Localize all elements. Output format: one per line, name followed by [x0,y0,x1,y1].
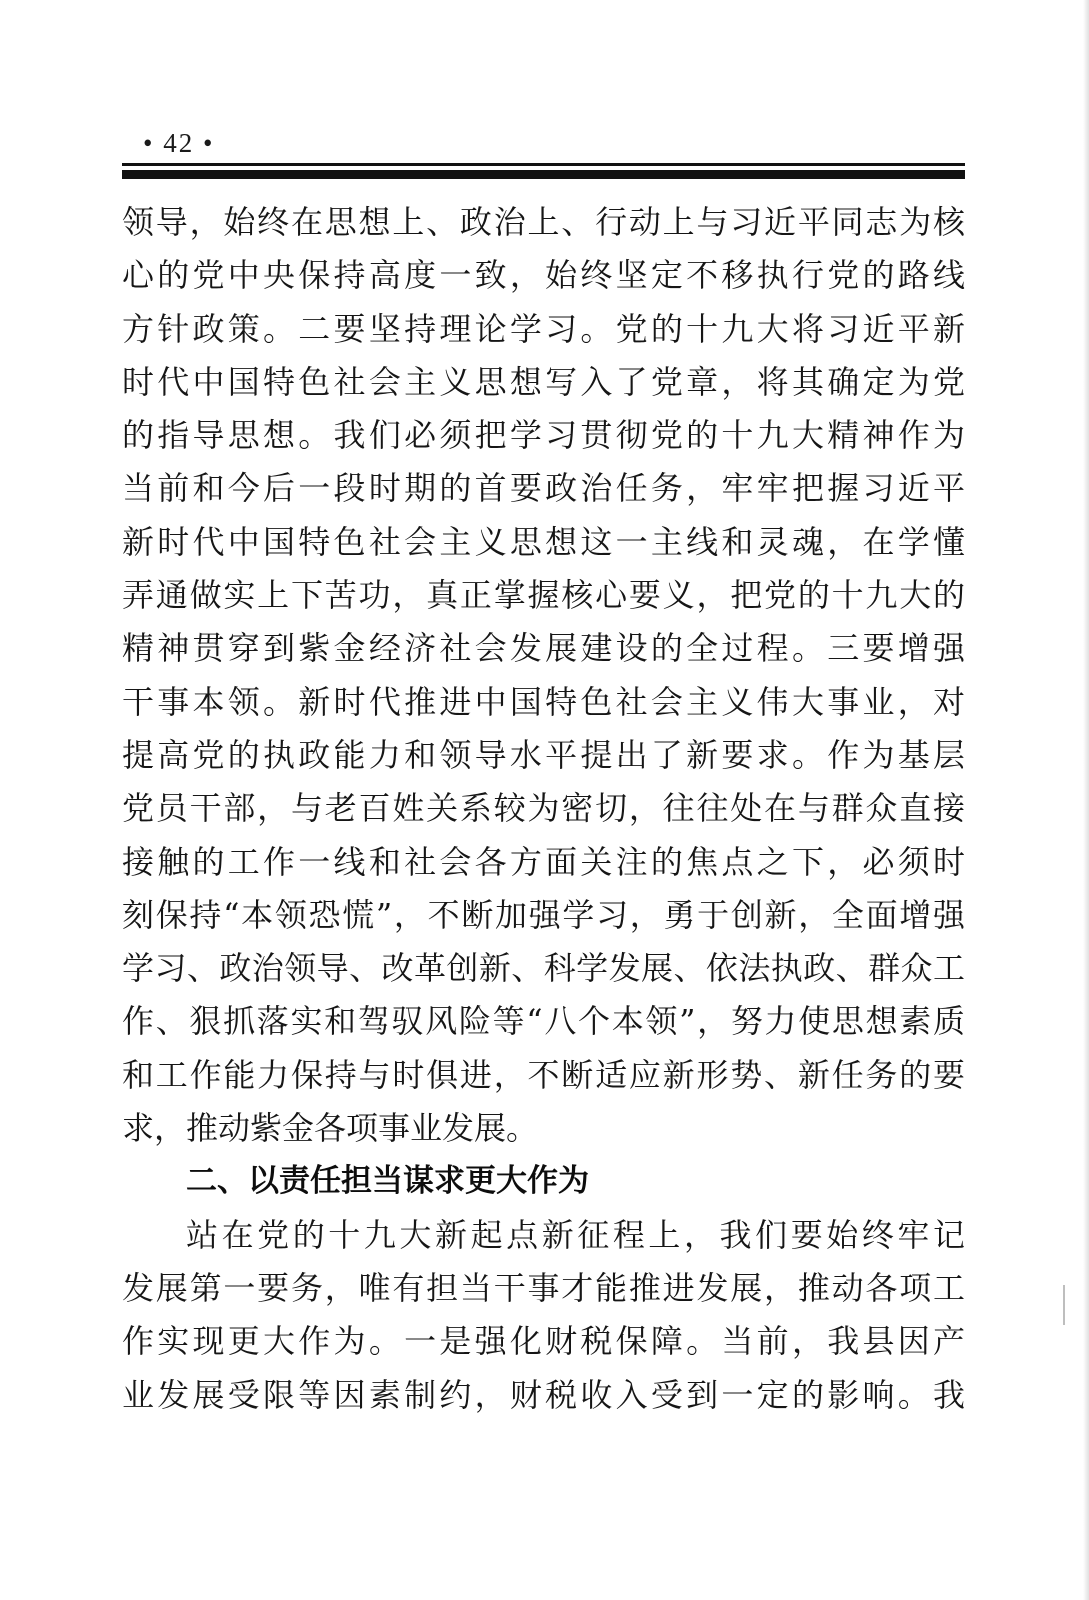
text-line: 的指导思想。我们必须把学习贯彻党的十九大精神作为 [122,416,965,455]
text-line: 发展第一要务，唯有担当干事才能推进发展，推动各项工 [122,1268,965,1307]
header-rule-thick [122,170,965,179]
header-rule-thin [122,163,965,166]
text-line: 当前和今后一段时期的首要政治任务，牢牢把握习近平 [122,469,965,508]
text-line: 弄通做实上下苦功，真正掌握核心要义，把党的十九大的 [122,576,965,615]
text-line: 作、狠抓落实和驾驭风险等“八个本领”，努力使思想素质 [122,1002,965,1041]
page-header [125,128,965,158]
text-line: 心的党中央保持高度一致，始终坚定不移执行党的路线 [122,256,965,295]
text-line: 党员干部，与老百姓关系较为密切，往往处在与群众直接 [122,789,965,828]
text-line: 领导，始终在思想上、政治上、行动上与习近平同志为核 [122,203,965,241]
text-line: 精神贯穿到紫金经济社会发展建设的全过程。三要增强 [122,629,965,668]
text-line: 干事本领。新时代推进中国特色社会主义伟大事业，对 [122,682,965,721]
text-line: 学习、政治领导、改革创新、科学发展、依法执政、群众工 [122,949,965,988]
text-line: 业发展受限等因素制约，财税收入受到一定的影响。我 [122,1375,965,1414]
text-line: 刻保持“本领恐慌”，不断加强学习，勇于创新，全面增强 [122,895,965,934]
text-line: 时代中国特色社会主义思想写入了党章，将其确定为党 [122,362,965,401]
text-line: 方针政策。二要坚持理论学习。党的十九大将习近平新 [122,309,965,348]
text-line: 求，推动紫金各项事业发展。 [122,1109,539,1148]
text-line: 接触的工作一线和社会各方面关注的焦点之下，必须时 [122,842,965,881]
text-line: 站在党的十九大新起点新征程上，我们要始终牢记 [186,1215,965,1254]
text-line: 提高党的执政能力和领导水平提出了新要求。作为基层 [122,735,965,774]
section-heading: 二、以责任担当谋求更大作为 [186,1163,589,1200]
text-line: 和工作能力保持与时俱进，不断适应新形势、新任务的要 [122,1055,965,1094]
text-line: 新时代中国特色社会主义思想这一主线和灵魂，在学懂 [122,522,965,561]
body-text [122,196,965,1422]
text-line: 作实现更大作为。一是强化财税保障。当前，我县因产 [122,1322,965,1361]
page-number: • 42 • [143,128,215,158]
scan-edge-shadow [1083,0,1089,1600]
scan-mark [1063,1285,1065,1325]
